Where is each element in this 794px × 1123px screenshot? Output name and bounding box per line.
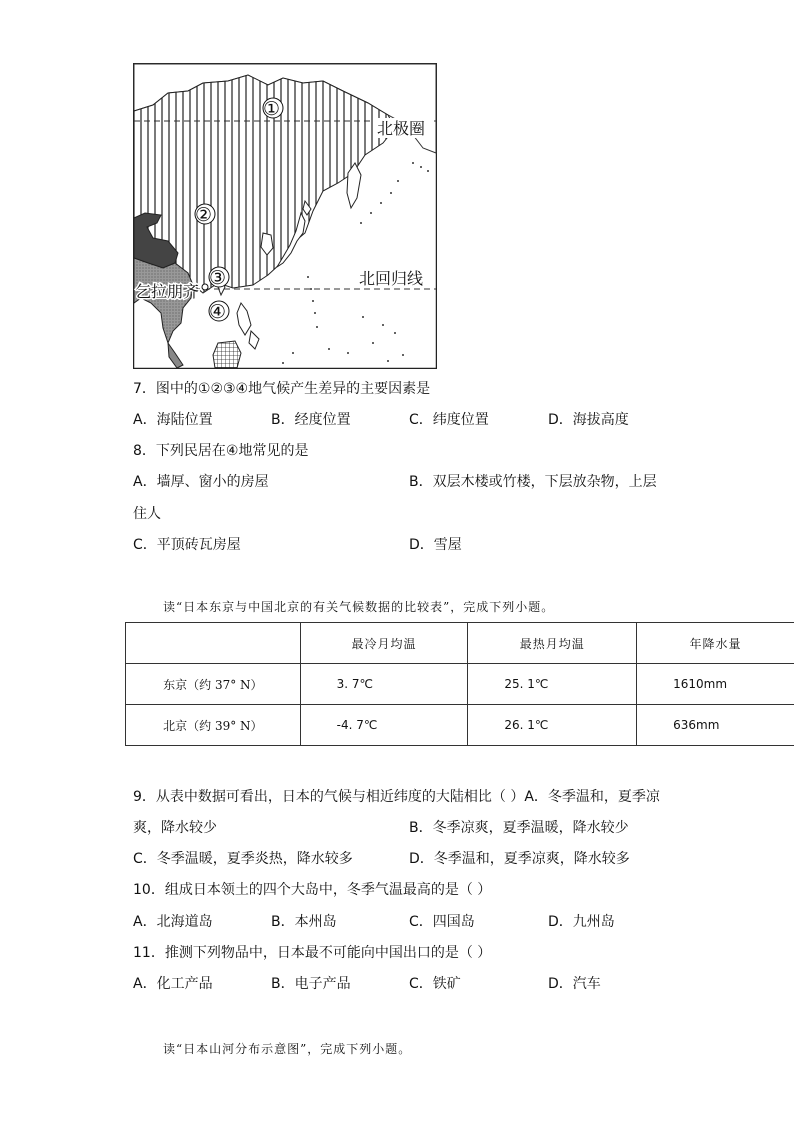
table-row — [126, 705, 794, 746]
table-cell: 东京（约 37° N） — [126, 664, 301, 705]
q8-option-d: D．雪屋 — [409, 537, 462, 553]
q9-stem: 9．从表中数据可看出，日本的气候与相近纬度的大陆相比（ ）A．冬季温和，夏季凉 — [133, 789, 660, 805]
tropic-label: 北回归线 — [359, 269, 424, 288]
table-header-cell: 年降水量 — [637, 623, 794, 664]
q9-option-a-cont: 爽，降水较少 — [133, 820, 217, 836]
climate-table — [125, 622, 794, 746]
q8-option-c: C．平顶砖瓦房屋 — [133, 537, 241, 553]
table-cell: 25. 1℃ — [468, 664, 637, 705]
table-header-cell — [126, 623, 301, 664]
q9-option-d: D．冬季温和，夏季凉爽，降水较多 — [409, 851, 630, 867]
q10-option-a: A．北海道岛 — [133, 914, 213, 930]
q11-stem: 11．推测下列物品中，日本最不可能向中国出口的是（ ） — [133, 945, 492, 961]
q11-option-a: A．化工产品 — [133, 976, 213, 992]
q7-option-b: B．经度位置 — [271, 412, 351, 428]
table-header-cell: 最热月均温 — [468, 623, 637, 664]
map-intro: 读“日本山河分布示意图”，完成下列小题。 — [163, 1042, 412, 1056]
q10-option-d: D．九州岛 — [548, 914, 615, 930]
table-cell: 1610mm — [637, 664, 794, 705]
marker-3: ③ — [209, 267, 227, 289]
table-row — [126, 664, 794, 705]
q8-option-b: B．双层木楼或竹楼，下层放杂物，上层 — [409, 474, 657, 490]
q9-option-b: B．冬季凉爽，夏季温暖，降水较少 — [409, 820, 629, 836]
q7-stem: 7．图中的①②③④地气候产生差异的主要因素是 — [133, 381, 431, 397]
q7-option-d: D．海拔高度 — [548, 412, 629, 428]
q7-option-c: C．纬度位置 — [409, 412, 489, 428]
q10-option-b: B．本州岛 — [271, 914, 337, 930]
table-cell: 北京（约 39° N） — [126, 705, 301, 746]
q11-option-d: D．汽车 — [548, 976, 601, 992]
city-label: 乞拉朋齐 — [135, 282, 200, 301]
q8-stem: 8．下列民居在④地常见的是 — [133, 443, 309, 459]
marker-4: ④ — [209, 301, 227, 323]
city-dot — [202, 284, 208, 290]
marker-2: ② — [195, 204, 213, 226]
marker-1: ① — [263, 98, 281, 120]
grid-region — [213, 341, 241, 368]
q7-option-a: A．海陆位置 — [133, 412, 213, 428]
table-intro: 读“日本东京与中国北京的有关气候数据的比较表”，完成下列小题。 — [163, 600, 555, 614]
q8-option-a: A．墙厚、窗小的房屋 — [133, 474, 269, 490]
arctic-circle-label: 北极圈 — [377, 119, 426, 138]
table-header-cell: 最冷月均温 — [300, 623, 468, 664]
q10-option-c: C．四国岛 — [409, 914, 475, 930]
table-header-row — [126, 623, 794, 664]
asia-climate-map — [133, 63, 437, 369]
q11-option-b: B．电子产品 — [271, 976, 351, 992]
table-cell: 26. 1℃ — [468, 705, 637, 746]
q9-option-c: C．冬季温暖，夏季炎热，降水较多 — [133, 851, 353, 867]
table-cell: 636mm — [637, 705, 794, 746]
table-cell: 3. 7℃ — [300, 664, 468, 705]
q11-option-c: C．铁矿 — [409, 976, 461, 992]
q8-option-b-cont: 住人 — [133, 506, 161, 522]
q10-stem: 10．组成日本领土的四个大岛中，冬季气温最高的是（ ） — [133, 882, 492, 898]
table-cell: -4. 7℃ — [300, 705, 468, 746]
